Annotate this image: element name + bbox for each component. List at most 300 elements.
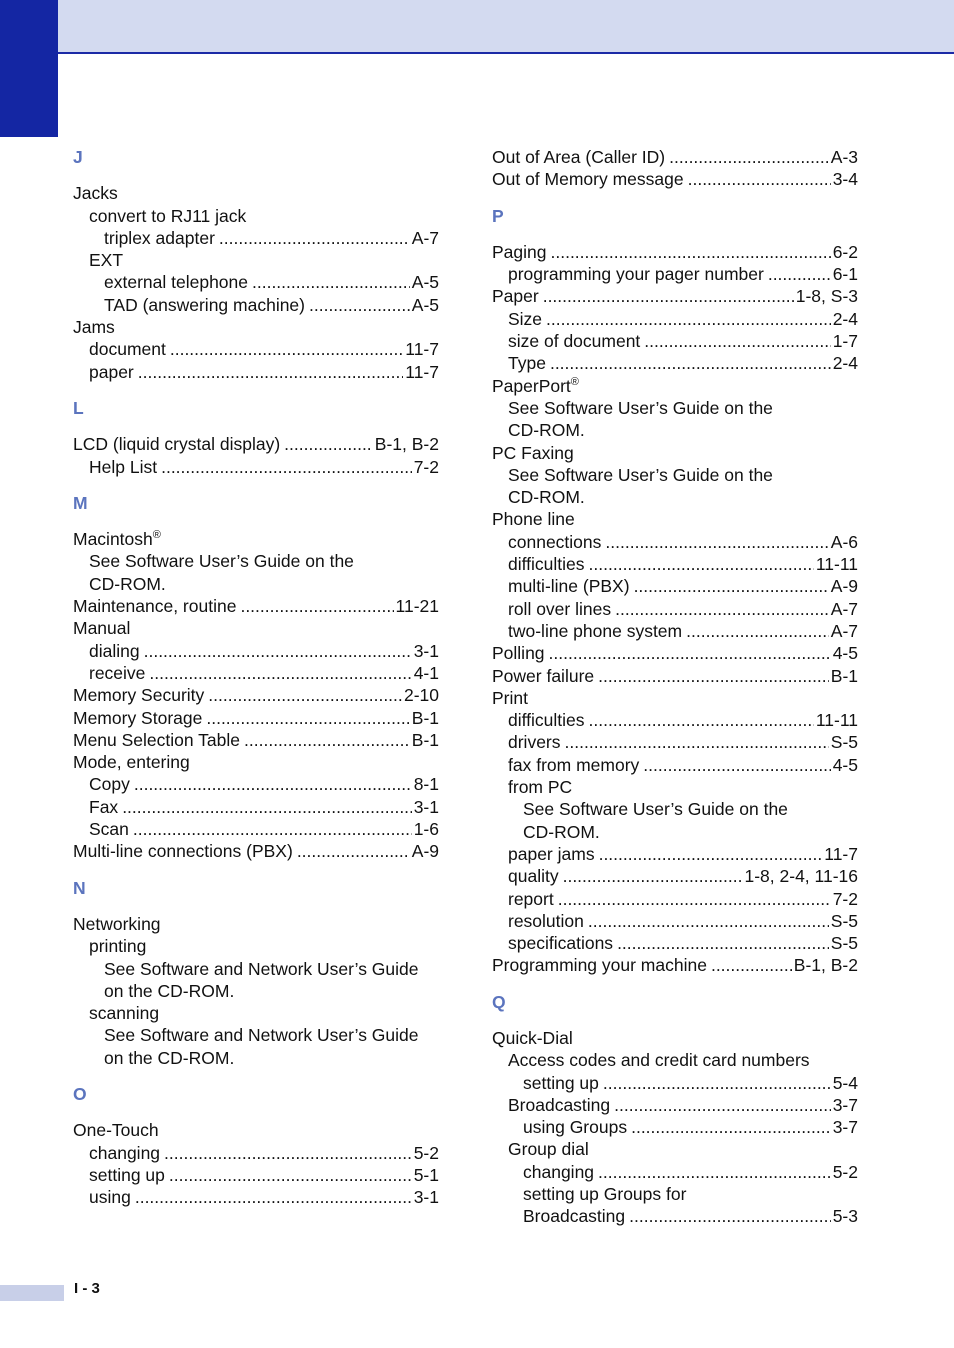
index-entry xyxy=(492,397,858,419)
index-pages: B-1 xyxy=(411,707,439,728)
index-term-text: Menu Selection Table xyxy=(73,729,241,750)
index-pages: B-1, B-2 xyxy=(374,434,439,455)
dot-leader xyxy=(161,456,412,478)
dot-leader xyxy=(605,531,828,553)
index-term-text: size of document xyxy=(508,331,641,352)
index-term xyxy=(508,910,584,932)
index-term-text: Paper xyxy=(492,286,539,307)
index-term xyxy=(73,316,115,338)
index-term xyxy=(89,361,134,383)
index-term xyxy=(492,285,539,307)
index-entry xyxy=(492,575,858,597)
index-entry xyxy=(492,954,858,976)
dot-leader xyxy=(669,146,829,168)
index-pages: 3-7 xyxy=(832,1117,858,1138)
dot-leader xyxy=(208,684,402,706)
index-entry xyxy=(492,1183,858,1205)
index-pages: 11-7 xyxy=(405,361,439,382)
index-term-text: difficulties xyxy=(508,554,585,575)
index-pages: 3-1 xyxy=(413,640,439,661)
index-term-text: specifications xyxy=(508,933,614,954)
section-letter: M xyxy=(73,492,88,513)
index-term-text: programming your pager number xyxy=(508,264,764,285)
index-pages: 2-4 xyxy=(832,353,858,374)
index-term xyxy=(104,294,305,316)
index-term-text: Broadcasting xyxy=(508,1094,611,1115)
dot-leader xyxy=(169,1164,412,1186)
index-pages: A-9 xyxy=(411,841,439,862)
index-term-text: on the CD-ROM. xyxy=(104,980,235,1001)
index-entry xyxy=(73,1002,439,1024)
index-pages: 2-10 xyxy=(403,685,439,706)
index-entry xyxy=(492,168,858,190)
index-term xyxy=(508,553,585,575)
index-pages: S-5 xyxy=(830,910,858,931)
dot-leader xyxy=(149,662,411,684)
dot-leader xyxy=(551,241,831,263)
index-pages: 5-3 xyxy=(832,1206,858,1227)
index-entry xyxy=(73,796,439,818)
index-term-text: CD-ROM. xyxy=(508,420,585,441)
index-pages: 4-5 xyxy=(832,643,858,664)
index-term xyxy=(73,433,280,455)
dot-leader xyxy=(599,843,823,865)
index-term xyxy=(104,227,215,249)
index-pages: 1-6 xyxy=(413,819,439,840)
index-entry xyxy=(492,888,858,910)
index-term xyxy=(508,865,559,887)
index-term xyxy=(492,442,574,464)
index-entries-left xyxy=(73,146,439,1208)
index-term-text: LCD (liquid crystal display) xyxy=(73,434,281,455)
index-entry xyxy=(73,249,439,271)
index-entry xyxy=(73,729,439,751)
index-term-text: See Software User’s Guide on the xyxy=(508,397,773,418)
index-term-text: resolution xyxy=(508,910,584,931)
index-term-text: connections xyxy=(508,531,602,552)
index-term-text: Maintenance, routine xyxy=(73,596,237,617)
index-pages: 5-4 xyxy=(832,1072,858,1093)
index-term-text: Help List xyxy=(89,456,158,477)
index-term xyxy=(508,888,554,910)
index-entry xyxy=(492,821,858,843)
index-entry xyxy=(73,595,439,617)
index-entry xyxy=(73,1164,439,1186)
index-term xyxy=(492,687,528,709)
index-entries-right xyxy=(492,146,858,1228)
index-entry xyxy=(73,205,439,227)
index-pages: 5-2 xyxy=(832,1161,858,1182)
index-entry xyxy=(73,1186,439,1208)
section-letter: J xyxy=(73,147,83,167)
index-term-text: Out of Area (Caller ID) xyxy=(492,147,666,167)
index-term-text: Networking xyxy=(73,913,161,934)
index-pages: A-9 xyxy=(830,576,858,597)
index-term xyxy=(508,620,682,642)
index-term-text: scanning xyxy=(89,1003,160,1024)
index-term xyxy=(508,330,640,352)
index-term xyxy=(89,573,166,595)
index-pages: 11-11 xyxy=(815,554,858,575)
dot-leader xyxy=(135,1186,412,1208)
index-entry xyxy=(73,1024,439,1046)
index-pages: B-1 xyxy=(830,665,858,686)
index-term-text: external telephone xyxy=(104,272,248,293)
index-entry xyxy=(492,263,858,285)
index-term-text: Memory Security xyxy=(73,685,205,706)
dot-leader xyxy=(134,773,412,795)
index-entry xyxy=(492,754,858,776)
index-term-text: Paging xyxy=(492,241,547,262)
index-term xyxy=(492,375,579,397)
dot-leader xyxy=(565,731,829,753)
dot-leader xyxy=(549,642,831,664)
index-entry xyxy=(492,1027,858,1049)
index-term-text: paper xyxy=(89,361,134,382)
index-term xyxy=(89,1164,165,1186)
index-entry xyxy=(73,1119,439,1141)
index-entry xyxy=(492,464,858,486)
page-number: I - 3 xyxy=(74,1280,100,1297)
index-term-text: See Software and Network User’s Guide xyxy=(104,958,419,979)
index-term xyxy=(104,271,248,293)
index-entry xyxy=(73,182,439,204)
index-entry xyxy=(492,531,858,553)
index-term xyxy=(89,456,157,478)
index-pages: 11-21 xyxy=(395,596,439,617)
index-term-text: setting up Groups for xyxy=(523,1184,687,1205)
index-entry xyxy=(73,456,439,478)
index-entry xyxy=(73,573,439,595)
index-term-text: report xyxy=(508,888,554,909)
index-term xyxy=(73,840,293,862)
section-letter: O xyxy=(73,1083,87,1104)
index-term xyxy=(508,352,546,374)
index-term xyxy=(508,932,613,954)
index-term xyxy=(89,1186,131,1208)
section-letter: P xyxy=(492,205,504,226)
index-term xyxy=(89,205,246,227)
index-term-text: quality xyxy=(508,866,559,887)
index-term xyxy=(508,419,585,441)
index-term xyxy=(89,662,145,684)
index-term xyxy=(508,731,561,753)
index-entry xyxy=(73,751,439,773)
index-term-text: printing xyxy=(89,936,147,957)
index-term-text: setting up xyxy=(523,1072,599,1093)
index-term xyxy=(104,1024,419,1046)
index-entry xyxy=(73,528,439,550)
index-pages: A-7 xyxy=(830,620,858,641)
index-term xyxy=(492,508,575,530)
index-entry xyxy=(73,361,439,383)
index-pages: 1-8, S-3 xyxy=(795,286,858,307)
registered-mark: ® xyxy=(152,529,161,542)
index-entry xyxy=(73,935,439,957)
dot-leader xyxy=(629,1205,831,1227)
dot-leader xyxy=(631,1116,831,1138)
dot-leader xyxy=(644,330,830,352)
index-term-text: changing xyxy=(523,1161,595,1182)
index-term-text: changing xyxy=(89,1142,161,1163)
index-term xyxy=(508,397,773,419)
index-entry xyxy=(492,1094,858,1116)
index-term xyxy=(492,954,707,976)
index-term xyxy=(508,464,773,486)
index-term xyxy=(73,684,204,706)
index-term-text: Copy xyxy=(89,774,130,795)
index-entry xyxy=(492,419,858,441)
dot-leader xyxy=(617,932,829,954)
dot-leader xyxy=(546,308,831,330)
dot-leader xyxy=(219,227,410,249)
index-term-text: using Groups xyxy=(523,1117,628,1138)
index-term xyxy=(89,338,166,360)
index-term xyxy=(492,241,547,263)
dot-leader xyxy=(240,595,393,617)
index-term xyxy=(89,249,123,271)
index-term xyxy=(523,1161,594,1183)
index-term xyxy=(104,958,419,980)
index-term xyxy=(89,640,140,662)
index-term xyxy=(104,1047,234,1069)
dot-leader xyxy=(686,620,829,642)
index-term xyxy=(508,308,542,330)
index-pages: B-1, B-2 xyxy=(793,955,858,976)
index-pages: 5-2 xyxy=(413,1142,439,1163)
dot-leader xyxy=(614,1094,831,1116)
index-pages: 11-7 xyxy=(405,339,439,360)
index-term xyxy=(508,776,572,798)
index-entry xyxy=(492,308,858,330)
dot-leader xyxy=(122,796,412,818)
index-pages: 7-2 xyxy=(413,456,439,477)
dot-leader xyxy=(589,709,814,731)
index-pages: 3-1 xyxy=(413,796,439,817)
index-entry xyxy=(73,840,439,862)
index-entry xyxy=(492,146,858,168)
index-term-text: roll over lines xyxy=(508,598,612,619)
section-letter: N xyxy=(73,877,86,898)
index-term xyxy=(89,773,130,795)
index-term-text: Type xyxy=(508,353,546,374)
index-entry xyxy=(73,684,439,706)
index-entry xyxy=(73,707,439,729)
index-entry xyxy=(73,316,439,338)
dot-leader xyxy=(543,285,794,307)
index-term xyxy=(508,263,764,285)
index-pages: A-7 xyxy=(830,598,858,619)
dot-leader xyxy=(284,433,373,455)
index-term-text: Mode, entering xyxy=(73,752,190,773)
index-column-left xyxy=(73,146,439,1208)
dot-leader xyxy=(588,910,829,932)
index-entry xyxy=(492,620,858,642)
index-term-text: convert to RJ11 jack xyxy=(89,205,247,226)
dot-leader xyxy=(589,553,814,575)
index-term xyxy=(89,818,129,840)
index-term-text: multi-line (PBX) xyxy=(508,576,630,597)
index-term-text: CD-ROM. xyxy=(523,821,600,842)
index-entry xyxy=(492,330,858,352)
index-pages: 1-7 xyxy=(832,331,858,352)
dot-leader xyxy=(138,361,404,383)
index-entry xyxy=(492,665,858,687)
index-entry xyxy=(492,1161,858,1183)
index-term xyxy=(492,146,665,168)
index-pages: 3-7 xyxy=(832,1094,858,1115)
index-term-text: PaperPort xyxy=(492,375,571,396)
index-entry xyxy=(73,338,439,360)
index-term-text: from PC xyxy=(508,777,573,798)
index-entry xyxy=(73,433,439,455)
dot-leader xyxy=(133,818,412,840)
index-term-text: Power failure xyxy=(492,665,595,686)
index-term xyxy=(508,1138,589,1160)
index-pages: A-6 xyxy=(830,531,858,552)
dot-leader xyxy=(558,888,831,910)
index-pages: 5-1 xyxy=(413,1164,439,1185)
index-term-text: dialing xyxy=(89,640,140,661)
index-term-text: paper jams xyxy=(508,843,595,864)
dot-leader xyxy=(244,729,410,751)
index-term-text: on the CD-ROM. xyxy=(104,1047,235,1068)
dot-leader xyxy=(768,263,831,285)
dot-leader xyxy=(688,168,831,190)
index-pages: S-5 xyxy=(830,933,858,954)
index-term-text: drivers xyxy=(508,732,561,753)
index-term-text: PC Faxing xyxy=(492,442,574,463)
index-term-text: Access codes and credit card numbers xyxy=(508,1050,810,1071)
dot-leader xyxy=(598,1161,831,1183)
index-term-text: document xyxy=(89,339,166,360)
index-entry xyxy=(492,843,858,865)
dot-leader xyxy=(206,707,409,729)
index-entry xyxy=(492,709,858,731)
index-term-text: Jacks xyxy=(73,183,118,204)
dot-leader xyxy=(643,754,830,776)
index-pages: B-1 xyxy=(411,729,439,750)
index-term xyxy=(523,1183,686,1205)
index-pages: A-5 xyxy=(411,272,439,293)
index-entry xyxy=(73,980,439,1002)
index-pages: 6-2 xyxy=(832,241,858,262)
index-term xyxy=(492,168,684,190)
dot-leader xyxy=(615,598,829,620)
index-term xyxy=(523,1116,627,1138)
index-entry xyxy=(492,553,858,575)
index-pages: S-5 xyxy=(830,732,858,753)
index-term xyxy=(508,531,601,553)
index-term-text: fax from memory xyxy=(508,754,640,775)
index-term xyxy=(508,1094,610,1116)
index-term xyxy=(523,1205,625,1227)
index-pages: A-5 xyxy=(411,294,439,315)
dot-leader xyxy=(598,665,829,687)
dot-leader xyxy=(144,640,412,662)
index-entry xyxy=(492,731,858,753)
index-term-text: two-line phone system xyxy=(508,620,683,641)
index-entry xyxy=(492,1138,858,1160)
dot-leader xyxy=(252,271,410,293)
index-term-text: Group dial xyxy=(508,1139,589,1160)
index-term-text: Fax xyxy=(89,796,119,817)
index-entry xyxy=(492,1049,858,1071)
index-pages: A-7 xyxy=(411,227,439,248)
index-entry xyxy=(492,910,858,932)
index-entry xyxy=(73,294,439,316)
index-term-text: using xyxy=(89,1187,131,1208)
index-entry xyxy=(492,776,858,798)
index-term-text: TAD (answering machine) xyxy=(104,294,305,315)
index-term xyxy=(89,550,354,572)
dot-leader xyxy=(563,865,743,887)
index-term-text: receive xyxy=(89,662,146,683)
dot-leader xyxy=(170,338,403,360)
index-term xyxy=(508,575,630,597)
dot-leader xyxy=(634,575,829,597)
index-entry xyxy=(492,687,858,709)
index-term xyxy=(492,1027,573,1049)
index-entry xyxy=(73,958,439,980)
index-entry xyxy=(492,642,858,664)
index-term-text: CD-ROM. xyxy=(89,573,166,594)
index-term-text: Programming your machine xyxy=(492,955,707,976)
index-pages: 4-1 xyxy=(413,662,439,683)
index-entry xyxy=(492,798,858,820)
index-term-text: difficulties xyxy=(508,710,585,731)
index-pages: 11-7 xyxy=(824,843,858,864)
index-entry xyxy=(492,1116,858,1138)
index-term xyxy=(89,935,146,957)
section-letter: L xyxy=(73,397,84,418)
index-pages: A-3 xyxy=(830,147,858,167)
index-pages: 2-4 xyxy=(832,308,858,329)
index-term-text: See Software User’s Guide on the xyxy=(523,799,788,820)
index-entry xyxy=(73,913,439,935)
section-letter: Q xyxy=(492,991,506,1012)
index-term-text: Scan xyxy=(89,819,129,840)
index-pages: 3-1 xyxy=(413,1187,439,1208)
dot-leader xyxy=(309,294,410,316)
index-entry xyxy=(73,227,439,249)
index-pages: 4-5 xyxy=(832,754,858,775)
index-term xyxy=(523,1072,599,1094)
registered-mark: ® xyxy=(570,375,579,388)
index-entry xyxy=(73,1142,439,1164)
index-term-text: triplex adapter xyxy=(104,227,215,248)
index-term xyxy=(73,751,190,773)
index-term-text: CD-ROM. xyxy=(508,487,585,508)
index-entry xyxy=(492,352,858,374)
index-pages: 6-1 xyxy=(832,264,858,285)
index-term xyxy=(508,709,585,731)
index-pages: 8-1 xyxy=(413,774,439,795)
index-term xyxy=(73,1119,159,1141)
index-term-text: Phone line xyxy=(492,509,575,530)
index-entry xyxy=(73,1047,439,1069)
index-term xyxy=(508,1049,810,1071)
index-term-text: See Software User’s Guide on the xyxy=(508,464,773,485)
index-term xyxy=(73,729,240,751)
index-column-right xyxy=(492,146,858,1228)
index-term xyxy=(508,754,639,776)
index-term xyxy=(523,798,788,820)
index-term-text: setting up xyxy=(89,1164,165,1185)
index-pages: 11-11 xyxy=(815,710,858,731)
index-term xyxy=(523,821,600,843)
index-entry xyxy=(73,818,439,840)
